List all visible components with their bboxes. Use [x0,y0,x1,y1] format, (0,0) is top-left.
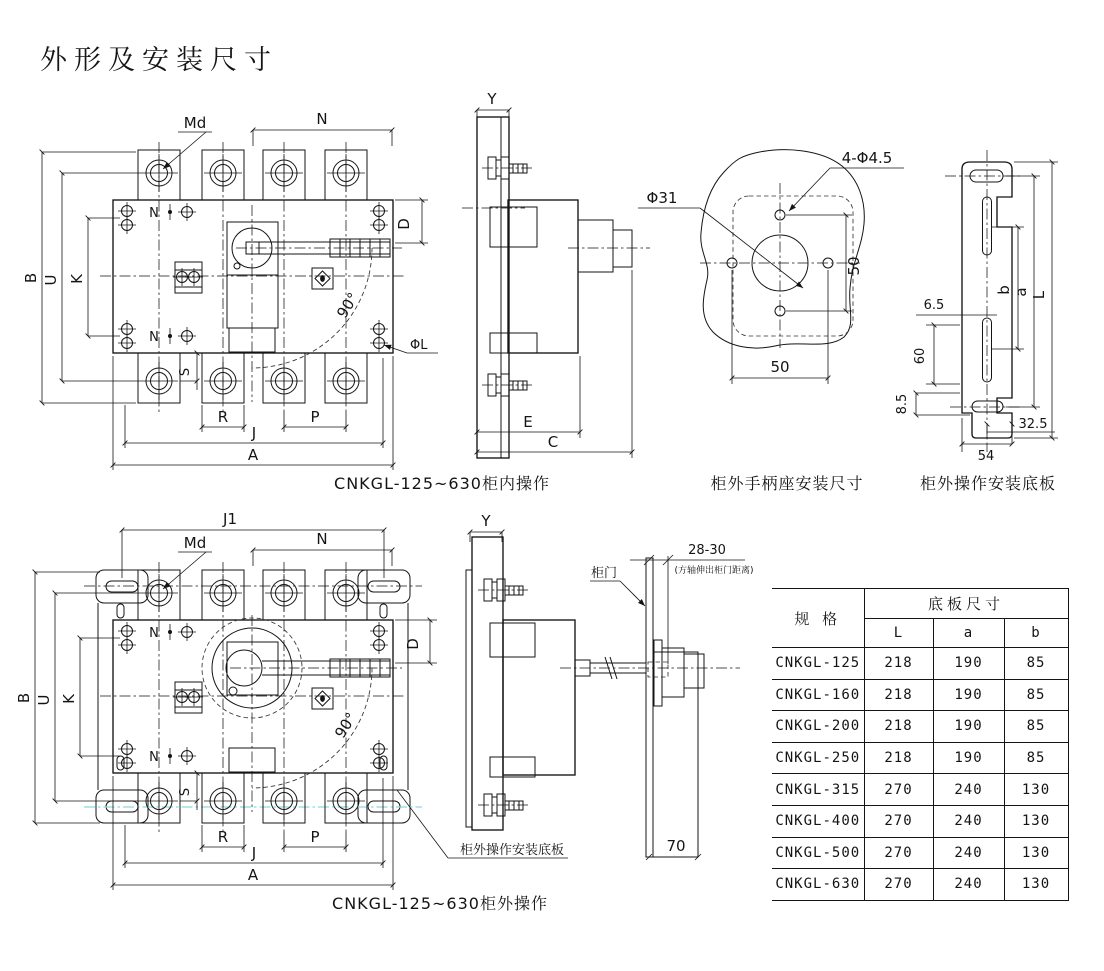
dim-a: A [247,866,259,884]
caption-baseplate: 柜外操作安装底板 [919,474,1057,493]
dim-r: R [217,828,229,846]
baseplate-size-table [772,588,1069,901]
spec-column-header: 规 格 [772,589,864,648]
dim-phi31: Φ31 [646,189,678,207]
front-view-internal-operation [22,110,550,493]
table-row [772,837,1068,869]
dim-28-30-note: (方轴伸出柜门距离) [674,566,754,576]
value-cell: 240 [933,837,1004,869]
baseplate-size-group-header: 底板尺寸 [864,589,1068,619]
dim-d: D [395,218,413,230]
value-cell: 130 [1004,869,1068,901]
neutral-label: N [149,330,159,345]
side-view-external-operation [466,512,754,860]
handle-seat-outline [701,150,865,348]
dim-s: S [178,787,193,797]
value-cell: 218 [864,742,933,774]
table-row [772,774,1068,806]
dim-b: B [22,272,40,284]
table-row [772,648,1068,680]
dim-70: 70 [666,837,686,855]
dim-n: N [316,110,328,128]
caption-internal-operation: CNKGL-125~630柜内操作 [334,474,550,493]
dimension-lines [638,149,904,384]
dim-s: S [178,367,193,377]
dim-32-5: 32.5 [1018,417,1048,432]
value-cell: 240 [933,805,1004,837]
dim-4-holes: 4-Φ4.5 [841,149,893,167]
caption-external-operation: CNKGL-125~630柜外操作 [332,894,548,913]
angle-label: 90° [331,709,361,742]
side-view-internal-operation [462,90,650,458]
dim-u: U [42,274,60,286]
value-cell: 270 [864,837,933,869]
value-cell: 190 [933,648,1004,680]
mounting-backplate [84,570,422,823]
pad-centerlines [100,142,406,412]
dim-plate-a: a [1012,287,1030,297]
col-header-L: L [864,619,933,648]
dim-y: Y [481,512,491,530]
handle-seat-view [638,149,904,493]
dim-phi-l: ΦL [410,338,428,353]
table-row [772,679,1068,711]
dim-plate-l: L [1030,290,1048,300]
external-handle-assembly [654,640,704,706]
neutral-label: N [149,206,159,221]
spec-cell: CNKGL-125 [772,648,864,680]
table-row [772,742,1068,774]
baseplate-view [895,150,1058,493]
spec-cell: CNKGL-500 [772,837,864,869]
dim-b: B [15,692,33,704]
switch-body [113,570,393,823]
spec-cell: CNKGL-630 [772,869,864,901]
value-cell: 85 [1004,679,1068,711]
value-cell: 270 [864,869,933,901]
value-cell: 218 [864,679,933,711]
value-cell: 218 [864,648,933,680]
dim-p: P [310,408,320,426]
value-cell: 240 [933,774,1004,806]
square-aperture [312,688,333,709]
neutral-label: N [149,750,159,765]
dimension-lines [895,162,1058,464]
spec-cell: CNKGL-315 [772,774,864,806]
dim-50-v: 50 [845,256,863,276]
value-cell: 240 [933,869,1004,901]
value-cell: 130 [1004,837,1068,869]
square-aperture [312,268,333,289]
cable-clamp [173,262,203,293]
table-row [772,869,1068,901]
dim-d: D [404,638,422,650]
dim-j: J [251,424,257,442]
side-bolt-top [478,579,530,601]
dim-6-5: 6.5 [923,298,945,313]
value-cell: 218 [864,711,933,743]
dim-28-30: 28-30 [688,543,726,558]
front-view-external-operation [15,510,568,913]
dim-j1: J1 [223,510,237,528]
backplate-label: 柜外操作安装底板 [460,843,565,858]
dim-a: A [247,446,259,464]
dim-54: 54 [977,449,995,464]
table-row [772,805,1068,837]
dim-r: R [217,408,229,426]
value-cell: 190 [933,711,1004,743]
operating-mechanism [202,618,402,788]
switch-body [113,150,393,403]
value-cell: 190 [933,742,1004,774]
dimension-lines [15,510,437,890]
dim-n: N [316,530,328,548]
value-cell: 85 [1004,648,1068,680]
spec-cell: CNKGL-200 [772,711,864,743]
dim-60: 60 [913,347,928,365]
baseplate-leader-label [397,790,568,858]
angle-label: 90° [333,289,363,322]
dim-e: E [523,413,533,431]
operating-mechanism [227,222,402,368]
col-header-a: a [933,619,1004,648]
dim-y: Y [487,90,497,108]
dim-k: K [68,274,86,284]
value-cell: 85 [1004,742,1068,774]
dimension-lines [470,512,754,860]
spec-cell: CNKGL-400 [772,805,864,837]
cable-clamp [173,682,203,713]
dim-u: U [35,694,53,706]
side-bolt-bottom [478,794,530,816]
dim-plate-b: b [995,285,1013,295]
caption-handle-seat: 柜外手柄座安装尺寸 [710,474,864,493]
neutral-label: N [149,626,159,641]
side-bolt-bottom [482,374,534,396]
spec-cell: CNKGL-250 [772,742,864,774]
value-cell: 270 [864,805,933,837]
value-cell: 270 [864,774,933,806]
side-bolt-top [482,157,534,179]
value-cell: 190 [933,679,1004,711]
cabinet-door [646,558,698,857]
value-cell: 85 [1004,711,1068,743]
value-cell: 130 [1004,805,1068,837]
spec-cell: CNKGL-160 [772,679,864,711]
pad-centerlines [100,562,406,832]
dim-j: J [251,844,257,862]
col-header-b: b [1004,619,1068,648]
dim-p: P [310,828,320,846]
door-label: 柜门 [590,566,618,581]
dimension-lines [477,90,632,458]
value-cell: 130 [1004,774,1068,806]
dim-8-5: 8.5 [895,393,910,415]
dimension-lines [22,110,438,470]
table-header-row [772,589,1068,619]
dim-md: Md [183,114,207,132]
drive-shaft [560,657,740,679]
page-title: 外形及安装尺寸 [40,45,278,76]
dim-50-h: 50 [770,358,790,376]
dim-k: K [60,694,78,704]
dim-c: C [547,433,559,451]
dim-md: Md [183,534,207,552]
table-row [772,711,1068,743]
